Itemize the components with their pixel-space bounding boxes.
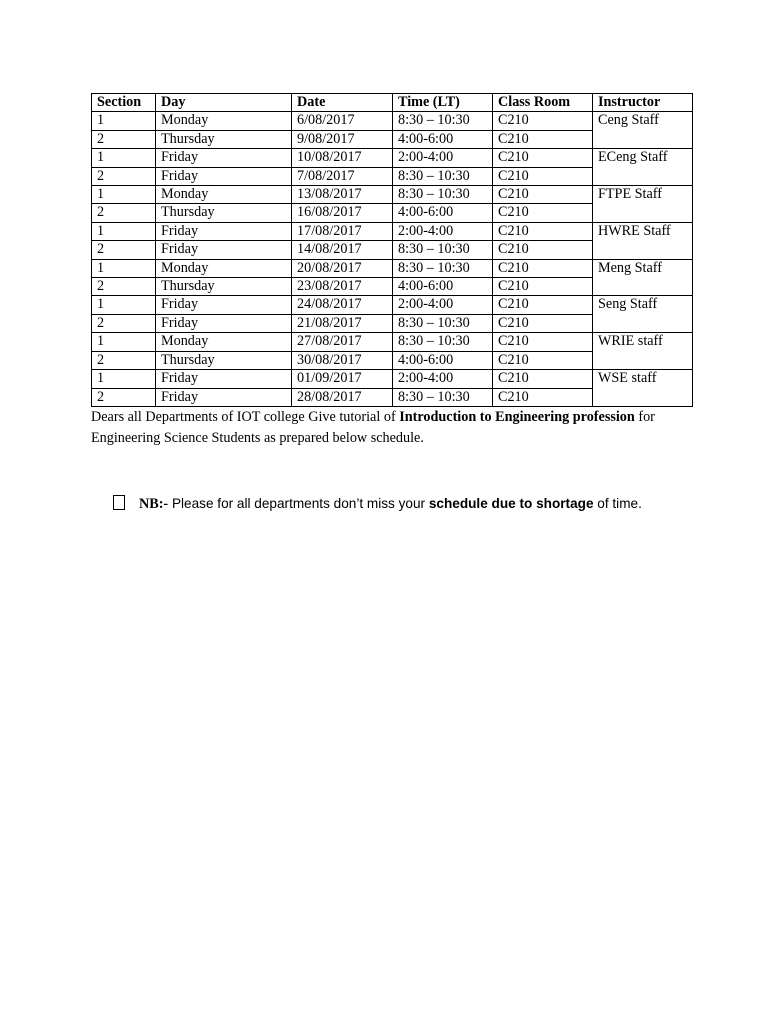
- cell-date: 20/08/2017: [292, 259, 393, 277]
- cell-date: 27/08/2017: [292, 333, 393, 351]
- cell-time: 2:00-4:00: [393, 296, 493, 314]
- header-date: Date: [292, 94, 393, 112]
- cell-class-room: C210: [493, 222, 593, 240]
- cell-day: Thursday: [156, 130, 292, 148]
- cell-day: Monday: [156, 112, 292, 130]
- cell-day: Friday: [156, 149, 292, 167]
- cell-day: Thursday: [156, 351, 292, 369]
- cell-date: 23/08/2017: [292, 278, 393, 296]
- cell-class-room: C210: [493, 296, 593, 314]
- cell-section: 2: [92, 388, 156, 406]
- cell-time: 8:30 – 10:30: [393, 186, 493, 204]
- cell-date: 17/08/2017: [292, 222, 393, 240]
- cell-time: 4:00-6:00: [393, 351, 493, 369]
- cell-class-room: C210: [493, 130, 593, 148]
- cell-section: 2: [92, 204, 156, 222]
- cell-class-room: C210: [493, 259, 593, 277]
- cell-date: 30/08/2017: [292, 351, 393, 369]
- cell-time: 8:30 – 10:30: [393, 112, 493, 130]
- cell-time: 8:30 – 10:30: [393, 241, 493, 259]
- cell-time: 4:00-6:00: [393, 278, 493, 296]
- cell-date: 14/08/2017: [292, 241, 393, 259]
- cell-instructor: WRIE staff: [593, 333, 693, 370]
- cell-time: 8:30 – 10:30: [393, 167, 493, 185]
- cell-date: 7/08/2017: [292, 167, 393, 185]
- cell-day: Friday: [156, 241, 292, 259]
- cell-section: 2: [92, 278, 156, 296]
- cell-section: 2: [92, 241, 156, 259]
- cell-day: Monday: [156, 259, 292, 277]
- table-row: [92, 112, 693, 130]
- cell-section: 1: [92, 222, 156, 240]
- nb-text-before: Please for all departments don’t miss your: [168, 496, 429, 511]
- cell-class-room: C210: [493, 333, 593, 351]
- cell-class-room: C210: [493, 314, 593, 332]
- intro-paragraph: [91, 407, 691, 449]
- table-row: [92, 370, 693, 388]
- cell-date: 01/09/2017: [292, 370, 393, 388]
- cell-instructor: Ceng Staff: [593, 112, 693, 149]
- nb-label: NB:-: [139, 496, 169, 512]
- schedule-table: [91, 93, 693, 407]
- cell-time: 8:30 – 10:30: [393, 259, 493, 277]
- nb-note: [113, 494, 642, 514]
- cell-date: 13/08/2017: [292, 186, 393, 204]
- table-row: [92, 222, 693, 240]
- cell-time: 2:00-4:00: [393, 370, 493, 388]
- cell-time: 2:00-4:00: [393, 149, 493, 167]
- schedule-body: [92, 112, 693, 407]
- cell-day: Friday: [156, 222, 292, 240]
- cell-date: 9/08/2017: [292, 130, 393, 148]
- cell-class-room: C210: [493, 278, 593, 296]
- cell-time: 4:00-6:00: [393, 130, 493, 148]
- table-row: [92, 296, 693, 314]
- cell-class-room: C210: [493, 186, 593, 204]
- nb-text-after: of time.: [593, 496, 642, 511]
- cell-day: Thursday: [156, 278, 292, 296]
- header-class-room: Class Room: [493, 94, 593, 112]
- intro-text-before: Dears all Departments of IOT college Give tutorial of: [91, 409, 400, 425]
- header-section: Section: [92, 94, 156, 112]
- cell-instructor: FTPE Staff: [593, 186, 693, 223]
- cell-section: 2: [92, 130, 156, 148]
- table-row: [92, 149, 693, 167]
- cell-section: 1: [92, 149, 156, 167]
- cell-instructor: WSE staff: [593, 370, 693, 407]
- cell-section: 1: [92, 296, 156, 314]
- cell-section: 1: [92, 370, 156, 388]
- cell-class-room: C210: [493, 351, 593, 369]
- cell-class-room: C210: [493, 167, 593, 185]
- cell-class-room: C210: [493, 388, 593, 406]
- cell-day: Thursday: [156, 204, 292, 222]
- cell-instructor: ECeng Staff: [593, 149, 693, 186]
- cell-day: Friday: [156, 388, 292, 406]
- cell-class-room: C210: [493, 112, 593, 130]
- cell-time: 8:30 – 10:30: [393, 388, 493, 406]
- nb-bold: schedule due to shortage: [428, 496, 594, 511]
- cell-date: 21/08/2017: [292, 314, 393, 332]
- cell-class-room: C210: [493, 241, 593, 259]
- table-row: [92, 186, 693, 204]
- cell-section: 1: [92, 333, 156, 351]
- cell-section: 1: [92, 112, 156, 130]
- cell-section: 2: [92, 351, 156, 369]
- header-instructor: Instructor: [593, 94, 693, 112]
- cell-class-room: C210: [493, 149, 593, 167]
- bullet-box-icon: [113, 495, 125, 510]
- cell-instructor: Seng Staff: [593, 296, 693, 333]
- cell-date: 6/08/2017: [292, 112, 393, 130]
- cell-date: 10/08/2017: [292, 149, 393, 167]
- cell-day: Monday: [156, 333, 292, 351]
- cell-day: Friday: [156, 296, 292, 314]
- cell-time: 2:00-4:00: [393, 222, 493, 240]
- header-day: Day: [156, 94, 292, 112]
- cell-date: 24/08/2017: [292, 296, 393, 314]
- cell-class-room: C210: [493, 370, 593, 388]
- table-header-row: [92, 94, 693, 112]
- cell-instructor: Meng Staff: [593, 259, 693, 296]
- cell-time: 4:00-6:00: [393, 204, 493, 222]
- intro-text-after: for Engineering Science Students as prepared below schedule.: [91, 409, 655, 446]
- cell-section: 1: [92, 186, 156, 204]
- cell-time: 8:30 – 10:30: [393, 333, 493, 351]
- cell-day: Friday: [156, 167, 292, 185]
- cell-day: Friday: [156, 314, 292, 332]
- table-row: [92, 259, 693, 277]
- cell-section: 2: [92, 167, 156, 185]
- course-title: Introduction to Engineering profession: [399, 409, 635, 425]
- cell-day: Friday: [156, 370, 292, 388]
- cell-date: 16/08/2017: [292, 204, 393, 222]
- header-time: Time (LT): [393, 94, 493, 112]
- cell-class-room: C210: [493, 204, 593, 222]
- cell-day: Monday: [156, 186, 292, 204]
- cell-date: 28/08/2017: [292, 388, 393, 406]
- cell-instructor: HWRE Staff: [593, 222, 693, 259]
- cell-time: 8:30 – 10:30: [393, 314, 493, 332]
- table-row: [92, 333, 693, 351]
- cell-section: 2: [92, 314, 156, 332]
- cell-section: 1: [92, 259, 156, 277]
